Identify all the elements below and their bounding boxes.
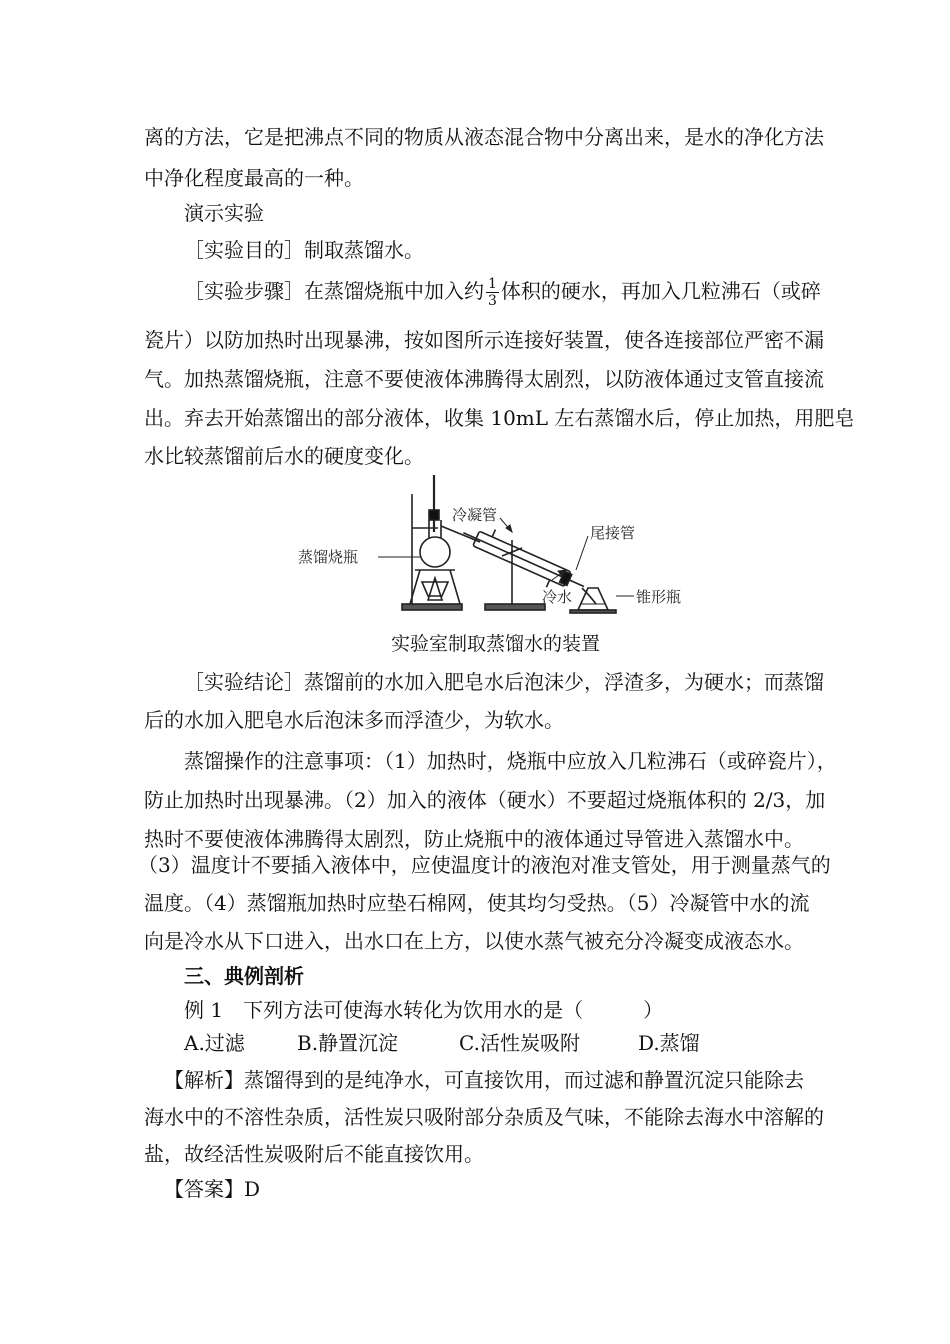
option-a: A.过滤 xyxy=(184,1031,245,1055)
answer-line: 【答案】D xyxy=(164,1177,261,1201)
text-line: 瓷片）以防加热时出现暴沸，按如图所示连接好装置，使各连接部位严密不漏 xyxy=(144,328,824,352)
distillation-flask xyxy=(420,537,450,567)
text-line: 向是冷水从下口进入，出水口在上方，以使水蒸气被充分冷凝变成液态水。 xyxy=(144,929,804,953)
distillation-apparatus-figure xyxy=(290,470,710,620)
figure-caption: 实验室制取蒸馏水的装置 xyxy=(391,633,601,655)
text-line: 出。弃去开始蒸馏出的部分液体，收集 10mL 左右蒸馏水后，停止加热，用肥皂 xyxy=(144,406,855,430)
text-line: 温度。（4）蒸馏瓶加热时应垫石棉网，使其均匀受热。（5）冷凝管中水的流 xyxy=(144,891,810,915)
experiment-conclusion: ［实验结论］蒸馏前的水加入肥皂水后泡沫少，浮渣多，为硬水；而蒸馏 xyxy=(184,670,824,694)
subheading-demo: 演示实验 xyxy=(184,201,264,225)
text-line: （3）温度计不要插入液体中，应使温度计的液泡对准支管处，用于测量蒸气的 xyxy=(138,853,831,877)
notes-heading-line: 蒸馏操作的注意事项：（1）加热时，烧瓶中应放入几粒沸石（或碎瓷片）， xyxy=(184,749,837,773)
text-line: 盐，故经活性炭吸附后不能直接饮用。 xyxy=(144,1142,484,1166)
option-c: C.活性炭吸附 xyxy=(459,1031,580,1055)
steps-text-a: ［实验步骤］在蒸馏烧瓶中加入约 xyxy=(184,279,484,303)
stand-base-left xyxy=(402,604,462,610)
option-b: B.静置沉淀 xyxy=(297,1031,399,1055)
example-question: 例 1 下列方法可使海水转化为饮用水的是（ ） xyxy=(184,998,664,1022)
text-line: 后的水加入肥皂水后泡沫多而浮渣少，为软水。 xyxy=(144,708,564,732)
analysis-line: 【解析】蒸馏得到的是纯净水，可直接饮用，而过滤和静置沉淀只能除去 xyxy=(164,1068,804,1092)
fraction-numerator: 1 xyxy=(488,276,497,292)
experiment-purpose: ［实验目的］制取蒸馏水。 xyxy=(184,238,424,262)
steps-text-b: 体积的硬水，再加入几粒沸石（或碎 xyxy=(500,279,821,303)
text-line: 离的方法，它是把沸点不同的物质从液态混合物中分离出来，是水的净化方法 xyxy=(144,125,824,149)
label-conical-flask: 锥形瓶 xyxy=(636,588,682,606)
text-line: 中净化程度最高的一种。 xyxy=(144,166,364,190)
text-line: 防止加热时出现暴沸。（2）加入的液体（硬水）不要超过烧瓶体积的 2/3，加 xyxy=(144,788,826,812)
text-line: 气。加热蒸馏烧瓶，注意不要使液体沸腾得太剧烈，以防液体通过支管直接流 xyxy=(144,367,824,391)
stopper xyxy=(429,510,439,520)
text-line: 热时不要使液体沸腾得太剧烈，防止烧瓶中的液体通过导管进入蒸馏水中。 xyxy=(144,827,804,851)
section-heading: 三、典例剖析 xyxy=(184,964,304,988)
label-adapter: 尾接管 xyxy=(590,524,636,542)
label-cold-water: 冷水 xyxy=(542,588,573,606)
text-line: 海水中的不溶性杂质，活性炭只吸附部分杂质及气味，不能除去海水中溶解的 xyxy=(144,1105,824,1129)
label-distillation-flask: 蒸馏烧瓶 xyxy=(298,548,359,566)
label-condenser: 冷凝管 xyxy=(452,506,498,524)
text-line: 水比较蒸馏前后水的硬度变化。 xyxy=(144,444,424,468)
stand-base-right xyxy=(485,604,545,610)
fraction-one-third xyxy=(486,276,499,309)
experiment-steps-line xyxy=(184,276,821,309)
option-d: D.蒸馏 xyxy=(638,1031,700,1055)
fraction-denominator: 3 xyxy=(488,293,497,309)
